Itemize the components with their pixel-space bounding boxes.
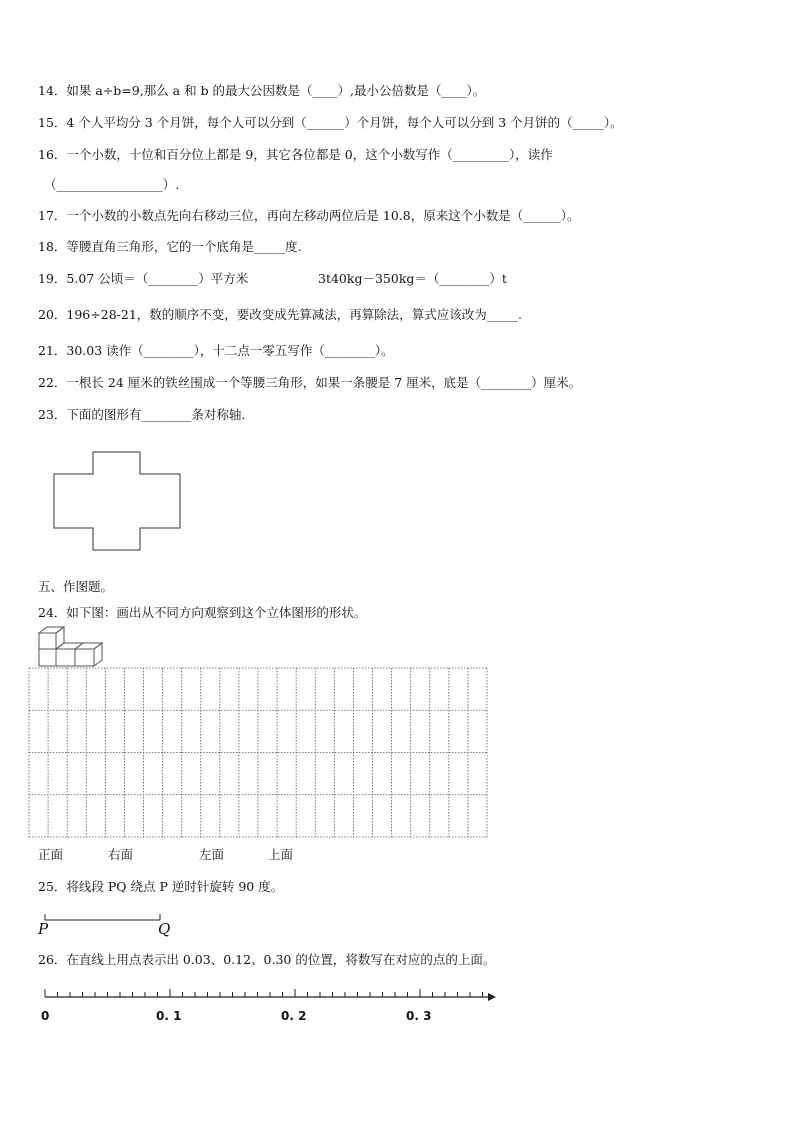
question-22: 22．一根长 24 厘米的铁丝围成一个等腰三角形，如果一条腰是 7 厘米，底是（________）厘米。 bbox=[38, 375, 582, 390]
view-label-left: 左面 bbox=[199, 847, 225, 862]
section-title: 五、作图题。 bbox=[38, 579, 114, 594]
question-23: 23．下面的图形有________条对称轴. bbox=[38, 407, 246, 422]
question-17: 17．一个小数的小数点先向右移动三位，再向左移动两位后是 10.8，原来这个小数是（______）。 bbox=[38, 208, 580, 223]
number-line-arrow bbox=[488, 993, 496, 1001]
question-24: 24．如下图：画出从不同方向观察到这个立体图形的形状。 bbox=[38, 605, 367, 620]
question-15: 15．4 个人平均分 3 个月饼，每个人可以分到（______）个月饼，每个人可以分到 3 个月饼的（_____）。 bbox=[38, 115, 623, 130]
question-16: 16．一个小数，十位和百分位上都是 9，其它各位都是 0，这个小数写作（_________），读作 bbox=[38, 147, 553, 162]
question-20: 20．196÷28-21，数的顺序不变，要改变成先算减法，再算除法，算式应该改为_____. bbox=[38, 307, 522, 322]
question-14: 14．如果 a÷b=9,那么 a 和 b 的最大公因数是（____）,最小公倍数是（____）。 bbox=[38, 83, 486, 98]
number-line-label: 0. 2 bbox=[281, 1009, 307, 1023]
question-19-part-a: 19．5.07 公顷＝（________）平方米 bbox=[38, 271, 249, 286]
point-q-label: Q bbox=[158, 920, 171, 938]
view-label-top: 上面 bbox=[268, 847, 294, 862]
number-line-label: 0 bbox=[41, 1009, 50, 1023]
number-line-label: 0. 1 bbox=[156, 1009, 182, 1023]
view-label-right: 右面 bbox=[108, 847, 134, 862]
point-p-label: P bbox=[38, 920, 49, 938]
question-25: 25．将线段 PQ 绕点 P 逆时针旋转 90 度。 bbox=[38, 879, 284, 894]
question-21: 21．30.03 读作（________），十二点一零五写作（________）。 bbox=[38, 343, 394, 358]
number-line-label: 0. 3 bbox=[406, 1009, 432, 1023]
question-16-continuation: （_________________）. bbox=[44, 177, 180, 192]
view-label-front: 正面 bbox=[38, 847, 64, 862]
question-19-part-b: 3t40kg－350kg＝（________）t bbox=[318, 271, 507, 286]
question-26: 26．在直线上用点表示出 0.03、0.12、0.30 的位置，将数写在对应的点的上面。 bbox=[38, 952, 496, 967]
question-18: 18．等腰直角三角形，它的一个底角是_____度. bbox=[38, 239, 302, 254]
